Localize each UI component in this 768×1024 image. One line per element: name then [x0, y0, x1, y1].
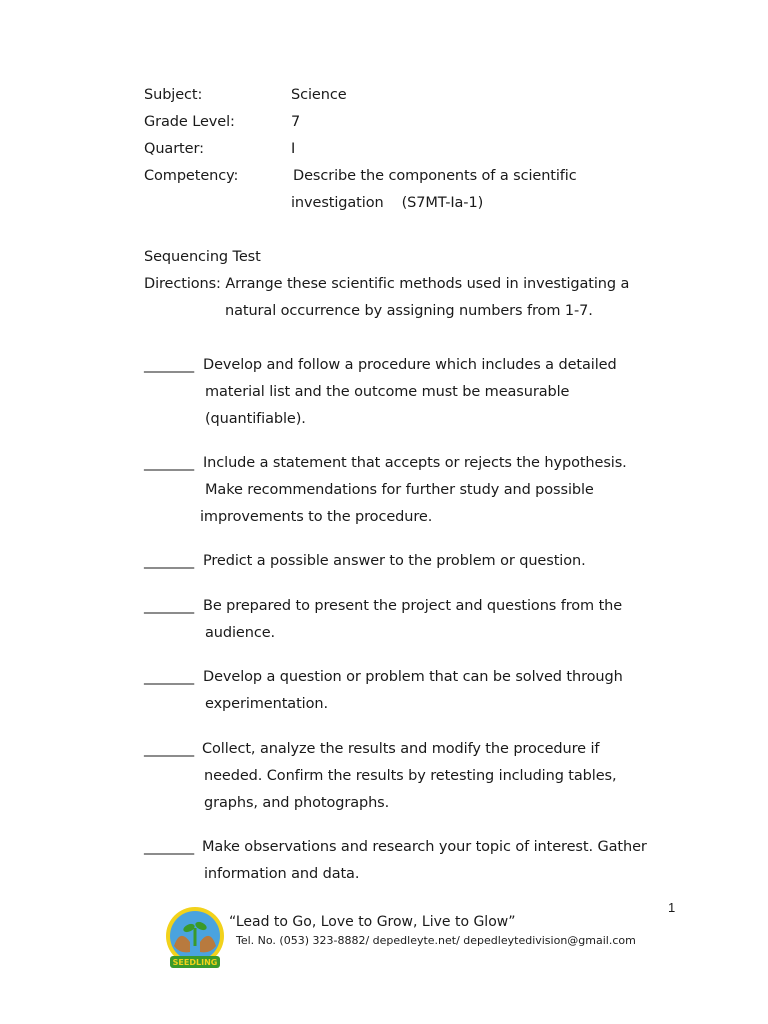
item-line: Make recommendations for further study and possible [205, 482, 594, 498]
item-line: Develop and follow a procedure which includes a detailed [203, 357, 617, 373]
item-line: audience. [205, 625, 276, 641]
logo-text: SEEDLING [172, 958, 218, 967]
item-line: improvements to the procedure. [200, 509, 433, 525]
answer-blank[interactable]: _______ [144, 839, 195, 855]
test-title: Sequencing Test [144, 249, 261, 265]
answer-blank[interactable]: _______ [144, 357, 195, 373]
footer-motto: “Lead to Go, Love to Grow, Live to Glow” [229, 914, 516, 930]
item-line: graphs, and photographs. [204, 795, 390, 811]
answer-blank[interactable]: _______ [144, 455, 195, 471]
directions-line-2: natural occurrence by assigning numbers from 1-7. [225, 303, 593, 319]
answer-blank[interactable]: _______ [144, 669, 195, 685]
item-line: Make observations and research your topic of interest. Gather [202, 839, 647, 855]
quarter-label: Quarter: [144, 141, 204, 157]
competency-label: Competency: [144, 168, 239, 184]
item-line: experimentation. [205, 696, 328, 712]
item-line: Develop a question or problem that can be solved through [203, 669, 623, 685]
item-line: Collect, analyze the results and modify the procedure if [202, 741, 600, 757]
item-line: Include a statement that accepts or rejects the hypothesis. [203, 455, 627, 471]
page-number: 1 [668, 900, 676, 915]
answer-blank[interactable]: _______ [144, 553, 195, 569]
quarter-value: I [291, 141, 296, 157]
answer-blank[interactable]: _______ [144, 741, 195, 757]
subject-label: Subject: [144, 87, 203, 103]
item-line: Be prepared to present the project and questions from the [203, 598, 623, 614]
item-line: information and data. [204, 866, 360, 882]
directions-line-1: Directions: Arrange these scientific methods used in investigating a [144, 276, 630, 292]
competency-line-2: investigation (S7MT-Ia-1) [291, 195, 484, 211]
item-line: (quantifiable). [205, 411, 306, 427]
grade-level-label: Grade Level: [144, 114, 235, 130]
item-line: Predict a possible answer to the problem or question. [203, 553, 586, 569]
subject-value: Science [291, 87, 347, 103]
seedling-logo [160, 906, 230, 970]
grade-level-value: 7 [291, 114, 301, 130]
answer-blank[interactable]: _______ [144, 598, 195, 614]
item-line: material list and the outcome must be measurable [205, 384, 570, 400]
seedling-logo-icon [160, 906, 230, 970]
item-line: needed. Confirm the results by retesting including tables, [204, 768, 617, 784]
footer-contact: Tel. No. (053) 323-8882/ depedleyte.net/ depedleytedivision@gmail.com [236, 934, 636, 947]
competency-line-1: Describe the components of a scientific [293, 168, 577, 184]
